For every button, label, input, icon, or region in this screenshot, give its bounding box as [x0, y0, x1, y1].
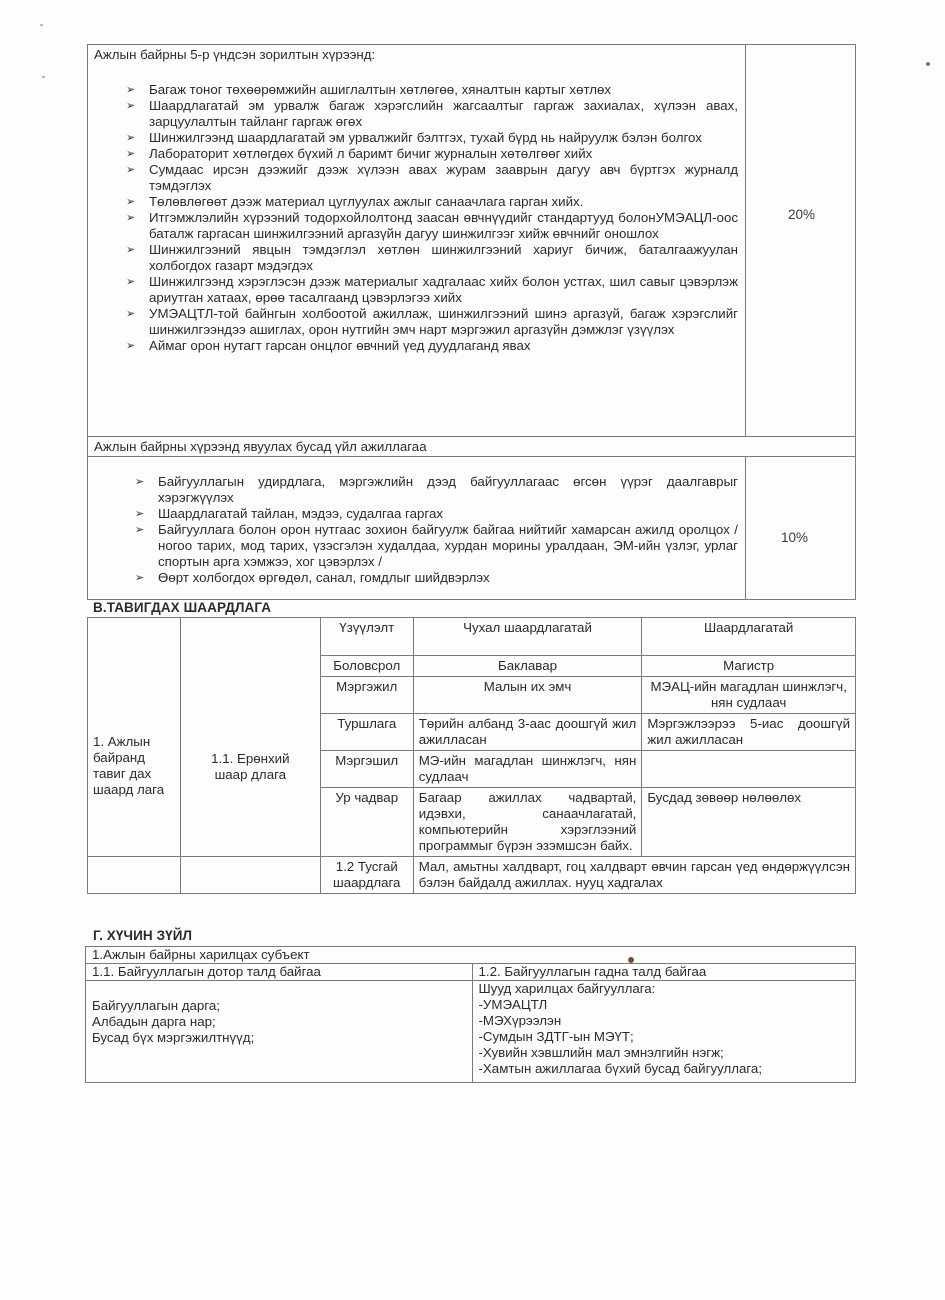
list-item	[126, 210, 738, 242]
external-title: 1.2. Байгууллагын гадна талд байгаа	[472, 964, 856, 981]
contacts-title: 1.Ажлын байрны харилцах субъект	[86, 947, 856, 964]
column-header: Чухал шаардлагатай	[413, 618, 642, 656]
arrow-bullet-icon: ➢	[126, 196, 136, 208]
desired-cell	[642, 751, 856, 788]
list-item	[135, 506, 738, 522]
list-item	[126, 338, 738, 354]
arrow-bullet-icon: ➢	[135, 476, 145, 488]
list-item: -Хамтын ажиллагаа бүхий бусад байгууллага;	[478, 1061, 763, 1076]
main-goal-title: Ажлын байрны 5-р үндсэн зорилтын хүрээнд:	[94, 47, 376, 62]
list-item: -УМЭАЦТЛ	[478, 997, 548, 1012]
arrow-bullet-icon: ➢	[126, 148, 136, 160]
essential-cell: МЭ-ийн магадлан шинжлэгч, нян судлаач	[413, 751, 642, 788]
arrow-bullet-icon: ➢	[135, 508, 145, 520]
scan-speck	[42, 76, 45, 78]
list-item-text: Багаж тоног төхөөрөмжийн ашиглалтын хөтлөгөө, хяналтын картыг хөтлөх	[149, 82, 612, 97]
list-item	[135, 570, 738, 586]
external-list	[472, 981, 856, 1083]
list-item	[135, 474, 738, 506]
list-item-text: Аймаг орон нутагт гарсан онцлог өвчний үед дуудлаганд явах	[149, 338, 531, 353]
list-item-text: Өөрт холбогдох өргөдөл, санал, гомдлыг шийдвэрлэх	[158, 570, 490, 585]
scan-speck	[926, 62, 930, 66]
empty-cell	[180, 857, 320, 894]
list-item	[135, 522, 738, 570]
list-item: -МЭХүрээлэн	[478, 1013, 562, 1028]
arrow-bullet-icon: ➢	[126, 84, 136, 96]
desired-cell: Бусдад зөвөөр нөлөөлөх	[642, 788, 856, 857]
list-item-text: Шинжилгээнд шаардлагатай эм урвалжийг бэлтгэх, тухай бүрд нь найруулж бэлэн болгох	[149, 130, 702, 145]
indicator-cell: Ур чадвар	[320, 788, 413, 857]
list-item: Албадын дарга нар;	[92, 1014, 216, 1029]
arrow-bullet-icon: ➢	[126, 308, 136, 320]
desired-cell: Магистр	[642, 656, 856, 677]
row-divider	[88, 456, 855, 457]
special-requirements-text: Мал, амьтны халдварт, гоц халдварт өвчин гарсан үед өндөржүүлсэн бэлэн байдалд ажиллах. нууц хадгалах	[413, 857, 855, 894]
arrow-bullet-icon: ➢	[126, 164, 136, 176]
special-requirements-label: 1.2 Тусгай шаардлага	[320, 857, 413, 894]
essential-cell: Малын их эмч	[413, 677, 642, 714]
desired-cell: Мэргэжлээрээ 5-иас доошгүй жил ажилласан	[642, 714, 856, 751]
scan-speck	[40, 24, 43, 26]
list-item	[126, 194, 738, 210]
essential-cell: Баклавар	[413, 656, 642, 677]
main-goal-list	[126, 82, 738, 354]
list-item-text: Шинжилгээний явцын тэмдэглэл хөтлөн шинжилгээний хариуг бичиж, баталгаажуулан холбогдох газарт мэдэгдэх	[149, 242, 738, 273]
list-item-text: Сумдаас ирсэн дээжийг дээж хүлээн авах журам зааврын дагуу авч бүртгэх журналд тэмдэглэх	[149, 162, 738, 193]
list-item	[126, 98, 738, 130]
list-item: -Хувийн хэвшлийн мал эмнэлгийн нэгж;	[478, 1045, 724, 1060]
indicator-cell: Мэргэшил	[320, 751, 413, 788]
arrow-bullet-icon: ➢	[135, 524, 145, 536]
list-item: Байгууллагын дарга;	[92, 998, 220, 1013]
column-header: Үзүүлэлт	[320, 618, 413, 656]
arrow-bullet-icon: ➢	[126, 340, 136, 352]
list-item-text: Төлөвлөгөөт дээж материал цуглуулах ажлыг санаачлага гарган хийх.	[149, 194, 584, 209]
external-intro: Шууд харилцах байгууллага:	[478, 981, 656, 996]
requirements-heading: В.ТАВИГДАХ ШААРДЛАГА	[93, 600, 272, 615]
list-item-text: Шинжилгээнд хэрэглэсэн дээж материалыг хадгалаас хийх болон устгах, шил савыг цэвэрлэж ариутган хатаах, өрөө тасалгаанд цэвэрлэгээ хийх	[149, 274, 738, 305]
main-goal-weight: 20%	[788, 207, 816, 222]
indicator-cell: Туршлага	[320, 714, 413, 751]
arrow-bullet-icon: ➢	[126, 132, 136, 144]
list-item: -Сумдын ЗДТГ-ын МЭҮТ;	[478, 1029, 634, 1044]
scan-speck	[628, 957, 634, 963]
list-item	[126, 242, 738, 274]
requirements-group-label: 1. Ажлын байранд тавиг дах шаард лага	[88, 618, 181, 857]
indicator-cell: Боловсрол	[320, 656, 413, 677]
column-divider	[745, 457, 746, 600]
list-item: Бусад бүх мэргэжилтнүүд;	[92, 1030, 255, 1045]
essential-cell: Багаар ажиллах чадвартай, идэвхи, санаачлагатай, компьютерийн хэрэглээний программыг бүрэн эзэмшсэн байх.	[413, 788, 642, 857]
column-divider	[745, 45, 746, 437]
arrow-bullet-icon: ➢	[126, 212, 136, 224]
list-item	[126, 306, 738, 338]
duties-table	[87, 44, 856, 600]
list-item-text: Итгэмжлэлийн хүрээний тодорхойлолтонд заасан өвчнүүдийг стандартууд болонУМЭАЦЛ-оос баталж гаргасан шинжилгээний аргазүйн дагуу шинжилгээг хийж өвчнийг оношлох	[149, 210, 738, 241]
other-activities-list	[135, 474, 738, 586]
list-item	[126, 146, 738, 162]
list-item-text: УМЭАЦТЛ-той байнгын холбоотой ажиллаж, шинжилгээний шинэ аргазүй, багаж хэрэгслийг шинжилгээндээ ашиглах, орон нутгийн эмч нарт мэргэжил аргазүйн дэмжлэг үзүүлэх	[149, 306, 738, 337]
list-item-text: Байгууллагын удирдлага, мэргэжлийн дээд байгууллагаас өгсөн үүрэг даалгаврыг хэрэгжүүлэх	[158, 474, 738, 505]
list-item-text: Шаардлагатай эм урвалж багаж хэрэгслийн жагсаалтыг гаргаж захиалах, хүлээн авах, зарцуулалтын тайланг гаргаж өгөх	[149, 98, 738, 129]
empty-cell	[88, 857, 181, 894]
list-item-text: Шаардлагатай тайлан, мэдээ, судалгаа гаргах	[158, 506, 444, 521]
list-item	[126, 82, 738, 98]
other-activities-title: Ажлын байрны хүрээнд явуулах бусад үйл ажиллагаа	[94, 439, 427, 454]
internal-list	[86, 981, 473, 1083]
essential-cell: Төрийн албанд 3-аас доошгүй жил ажилласан	[413, 714, 642, 751]
internal-title: 1.1. Байгууллагын дотор талд байгаа	[86, 964, 473, 981]
table-row	[88, 857, 856, 894]
list-item	[126, 274, 738, 306]
arrow-bullet-icon: ➢	[135, 572, 145, 584]
arrow-bullet-icon: ➢	[126, 100, 136, 112]
list-item	[126, 130, 738, 146]
column-header: Шаардлагатай	[642, 618, 856, 656]
list-item-text: Байгууллага болон орон нутгаас зохион байгуулж байгаа нийтийг хамарсан ажилд оролцох / ногоо тарих, мод тарих, үзэсгэлэн худалдаа, хурдан морины уралдаан, ЭМ-ийн үзлэг, урлаг спортын арга хэмжээ, хог цэвэрлэх /	[158, 522, 738, 569]
list-item-text: Лабораторит хөтлөгдөх бүхий л баримт бичиг журналын хөтөлгөөг хийх	[149, 146, 593, 161]
other-activities-weight: 10%	[781, 530, 809, 545]
arrow-bullet-icon: ➢	[126, 276, 136, 288]
general-requirements-label: 1.1. Ерөнхий шаар длага	[180, 618, 320, 857]
list-item	[126, 162, 738, 194]
contacts-table	[85, 946, 856, 1083]
other-heading: Г. ХҮЧИН ЗҮЙЛ	[93, 928, 193, 943]
arrow-bullet-icon: ➢	[126, 244, 136, 256]
row-divider	[88, 436, 855, 437]
desired-cell: МЭАЦ-ийн магадлан шинжлэгч, нян судлаач	[642, 677, 856, 714]
indicator-cell: Мэргэжил	[320, 677, 413, 714]
requirements-table	[87, 617, 856, 894]
